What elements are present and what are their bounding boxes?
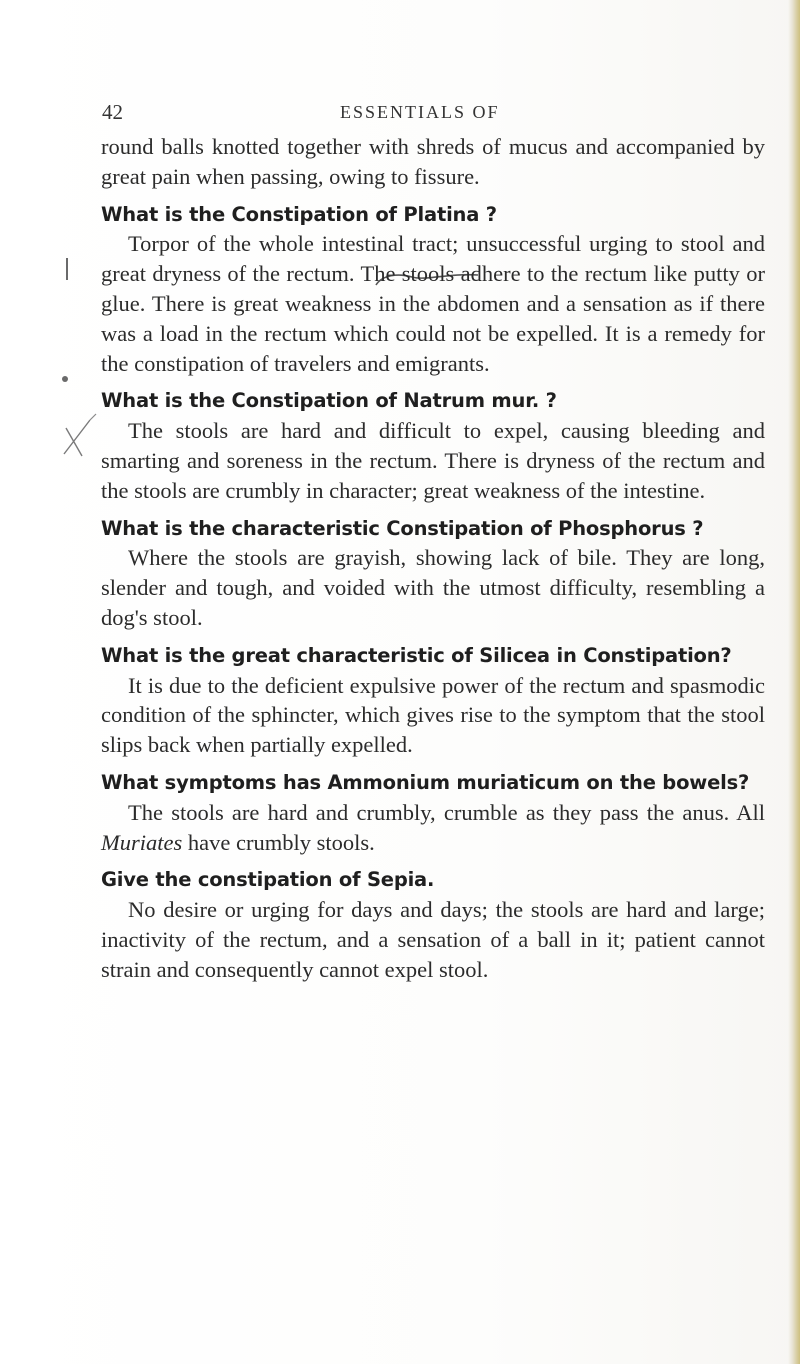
margin-pencil-dot — [62, 376, 68, 382]
page-number: 42 — [102, 100, 123, 124]
question-sepia: Give the constipation of Sepia. — [101, 868, 435, 892]
answer-ammonium-text-2: have crumbly stools. — [182, 829, 375, 855]
paragraph-continuation: round balls knotted together with shreds of mucus and accompanied by great pain when passing, owing to fissure. — [101, 134, 765, 189]
answer-platina: Torpor of the whole intestinal tract; unsuccessful urging to stool and great dryness of the rectum. The stools adhere to the rectum like putty or glue. There is great weakness in the abdomen and a sensation as if there was a load in the rectum which could not be expelled. It is a remedy for the constipation of travelers and emigrants. — [101, 231, 765, 376]
question-phosphorus: What is the characteristic Constipation of Phosphorus ? — [101, 516, 704, 540]
question-silicea: What is the great characteristic of Silicea in Constipation? — [101, 643, 732, 667]
answer-sepia: No desire or urging for days and days; the stools are hard and large; inactivity of the rectum, and a sensation of a ball in it; patient cannot strain and consequently cannot expel stool. — [101, 897, 765, 982]
page-body — [101, 132, 765, 985]
answer-ammonium-muriaticum — [101, 798, 765, 858]
margin-pencil-mark — [60, 398, 100, 468]
answer-ammonium-italic: Muriates — [101, 829, 183, 855]
answer-natrum-mur: The stools are hard and difficult to expel, causing bleeding and smarting and soreness in the rectum. There is dryness of the rectum and the stools are crumbly in character; great weakness of the intestine. — [101, 418, 765, 503]
page-header — [102, 100, 762, 130]
answer-phosphorus: Where the stools are grayish, showing lack of bile. They are long, slender and tough, and voided with the utmost difficulty, resembling a dog's stool. — [101, 545, 765, 630]
question-natrum-mur: What is the Constipation of Natrum mur. ? — [101, 389, 557, 413]
question-ammonium-muriaticum: What symptoms has Ammonium muriaticum on the bowels? — [101, 770, 750, 794]
question-platina: What is the Constipation of Platina ? — [101, 202, 497, 226]
page-edge — [788, 0, 800, 1364]
margin-pencil-tick — [66, 258, 68, 280]
answer-silicea: It is due to the deficient expulsive power of the rectum and spasmodic condition of the sphincter, which gives rise to the symptom that the stool slips back when partially expelled. — [101, 672, 765, 758]
answer-ammonium-text-1: The stools are hard and crumbly, crumble as they pass the anus. All — [128, 799, 765, 825]
running-head: ESSENTIALS OF — [340, 102, 500, 122]
